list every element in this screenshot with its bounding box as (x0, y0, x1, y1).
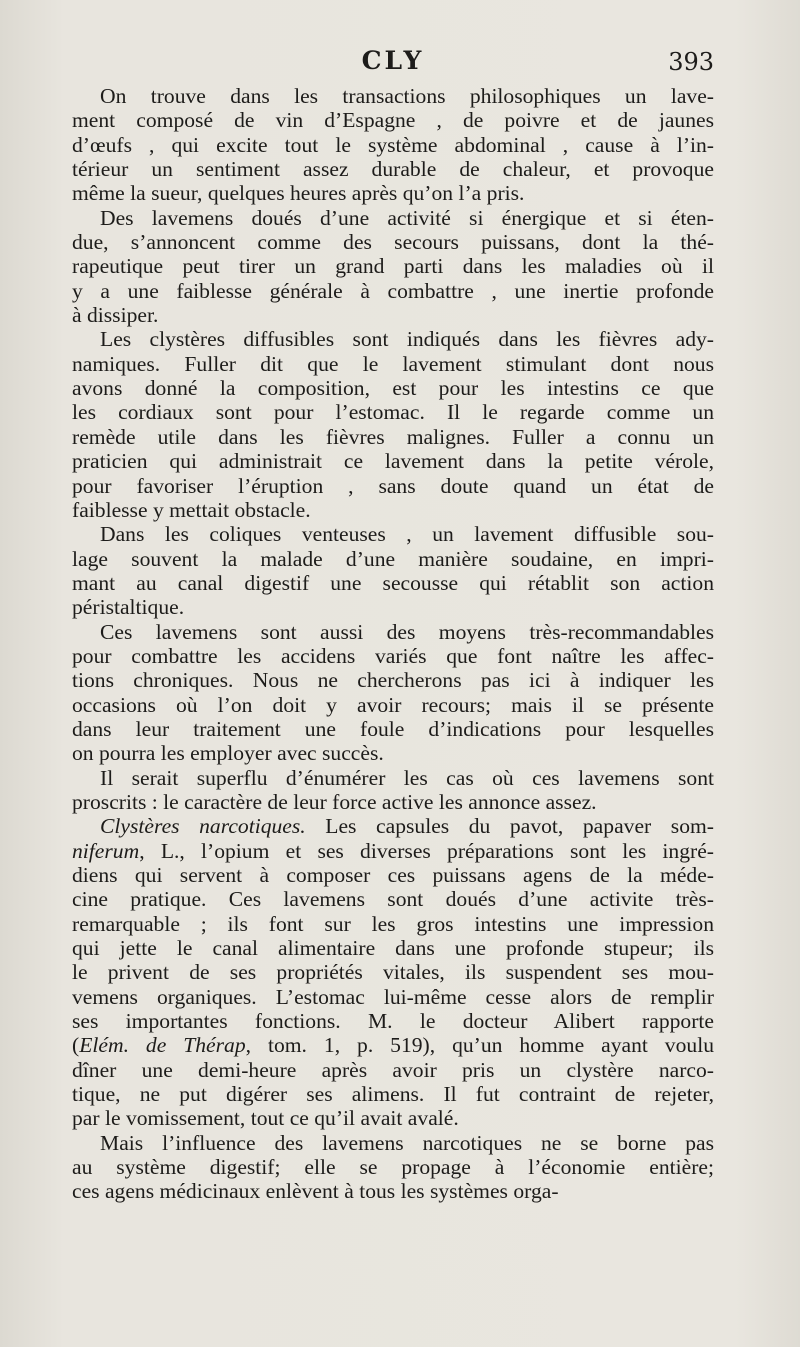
text-line: ces agens médicinaux enlèvent à tous les systèmes orga- (72, 1179, 559, 1204)
text-line: lage souvent la malade d’une manière soudaine, en impri- (72, 546, 714, 571)
text-line: à dissiper. (72, 303, 159, 328)
text-line: dîner une demi-heure après avoir pris un clystère narco- (72, 1057, 714, 1082)
text-line: namiques. Fuller dit que le lavement stimulant dont nous (72, 351, 714, 376)
body-text (72, 84, 714, 1204)
text-line: dans leur traitement une foule d’indications pour lesquelles (72, 716, 714, 741)
text-line: d’œufs , qui excite tout le système abdominal , cause à l’in- (72, 132, 714, 157)
text-line: Dans les coliques venteuses , un lavement diffusible sou- (100, 522, 714, 547)
running-head (72, 46, 714, 80)
text-line: Des lavemens doués d’une activité si énergique et si éten- (100, 205, 714, 230)
text-line: on pourra les employer avec succès. (72, 741, 384, 766)
text-line: cine pratique. Ces lavemens sont doués d’une activite très- (72, 887, 714, 912)
text-line: On trouve dans les transactions philosophiques un lave- (100, 84, 714, 108)
paragraph (72, 620, 714, 766)
text-line: niferum, L., l’opium et ses diverses préparations sont les ingré- (72, 838, 714, 863)
text-line: due, s’annoncent comme des secours puissans, dont la thé- (72, 230, 714, 255)
text-line: par le vomissement, tout ce qu’il avait avalé. (72, 1106, 459, 1131)
paragraph (72, 766, 714, 815)
text-line: tions chroniques. Nous ne chercherons pas ici à indiquer les (72, 668, 714, 693)
text-line: qui jette le canal alimentaire dans une profonde stupeur; ils (72, 936, 714, 961)
text-line: Mais l’influence des lavemens narcotiques ne se borne pas (100, 1130, 714, 1155)
paragraph (72, 814, 714, 1130)
text-line: ment composé de vin d’Espagne , de poivre et de jaunes (72, 108, 714, 133)
text-line: praticien qui administrait ce lavement dans la petite vérole, (72, 449, 714, 474)
text-line: pour favoriser l’éruption , sans doute quand un état de (72, 473, 714, 498)
text-line: faiblesse y mettait obstacle. (72, 497, 311, 522)
running-title: CLY (361, 46, 425, 75)
text-line: proscrits : le caractère de leur force active les annonce assez. (72, 789, 597, 814)
text-line: le privent de ses propriétés vitales, ils suspendent ses mou- (72, 960, 714, 985)
text-line: les cordiaux sont pour l’estomac. Il le regarde comme un (72, 400, 714, 425)
paragraph (72, 206, 714, 328)
text-line: même la sueur, quelques heures après qu’on l’a pris. (72, 181, 525, 206)
text-line: Ces lavemens sont aussi des moyens très-recommandables (100, 619, 714, 644)
paragraph (72, 84, 714, 206)
text-line: Il serait superflu d’énumérer les cas où ces lavemens sont (100, 765, 714, 790)
text-line: remarquable ; ils font sur les gros intestins une impression (72, 911, 714, 936)
text-line: avons donné la composition, est pour les intestins ce que (72, 376, 714, 401)
text-line: occasions où l’on doit y avoir recours; mais il se présente (72, 692, 714, 717)
paragraph (72, 1131, 714, 1204)
text-line: ses importantes fonctions. M. le docteur Alibert rapporte (72, 1009, 714, 1034)
text-line: Clystères narcotiques. Les capsules du pavot, papaver som- (100, 814, 714, 839)
text-line: y a une faiblesse générale à combattre , une inertie profonde (72, 278, 714, 303)
paragraph (72, 327, 714, 522)
text-line: vemens organiques. L’estomac lui-même cesse alors de remplir (72, 984, 714, 1009)
paragraph (72, 522, 714, 619)
page-number: 393 (668, 48, 714, 76)
text-line: diens qui servent à composer ces puissans agens de la méde- (72, 863, 714, 887)
text-line: au système digestif; elle se propage à l’économie entière; (72, 1155, 714, 1180)
text-line: péristaltique. (72, 595, 185, 620)
text-line: remède utile dans les fièvres malignes. Fuller a connu un (72, 424, 714, 449)
text-line: tique, ne put digérer ses alimens. Il fut contraint de rejeter, (72, 1082, 714, 1107)
text-line: rapeutique peut tirer un grand parti dans les maladies où il (72, 254, 714, 279)
text-line: térieur un sentiment assez durable de chaleur, et provoque (72, 157, 714, 182)
text-line: Les clystères diffusibles sont indiqués dans les fièvres ady- (100, 327, 714, 352)
text-line: (Elém. de Thérap, tom. 1, p. 519), qu’un homme ayant voulu (72, 1033, 714, 1058)
text-line: pour combattre les accidens variés que font naître les affec- (72, 643, 714, 668)
text-line: mant au canal digestif une secousse qui rétablit son action (72, 570, 714, 595)
